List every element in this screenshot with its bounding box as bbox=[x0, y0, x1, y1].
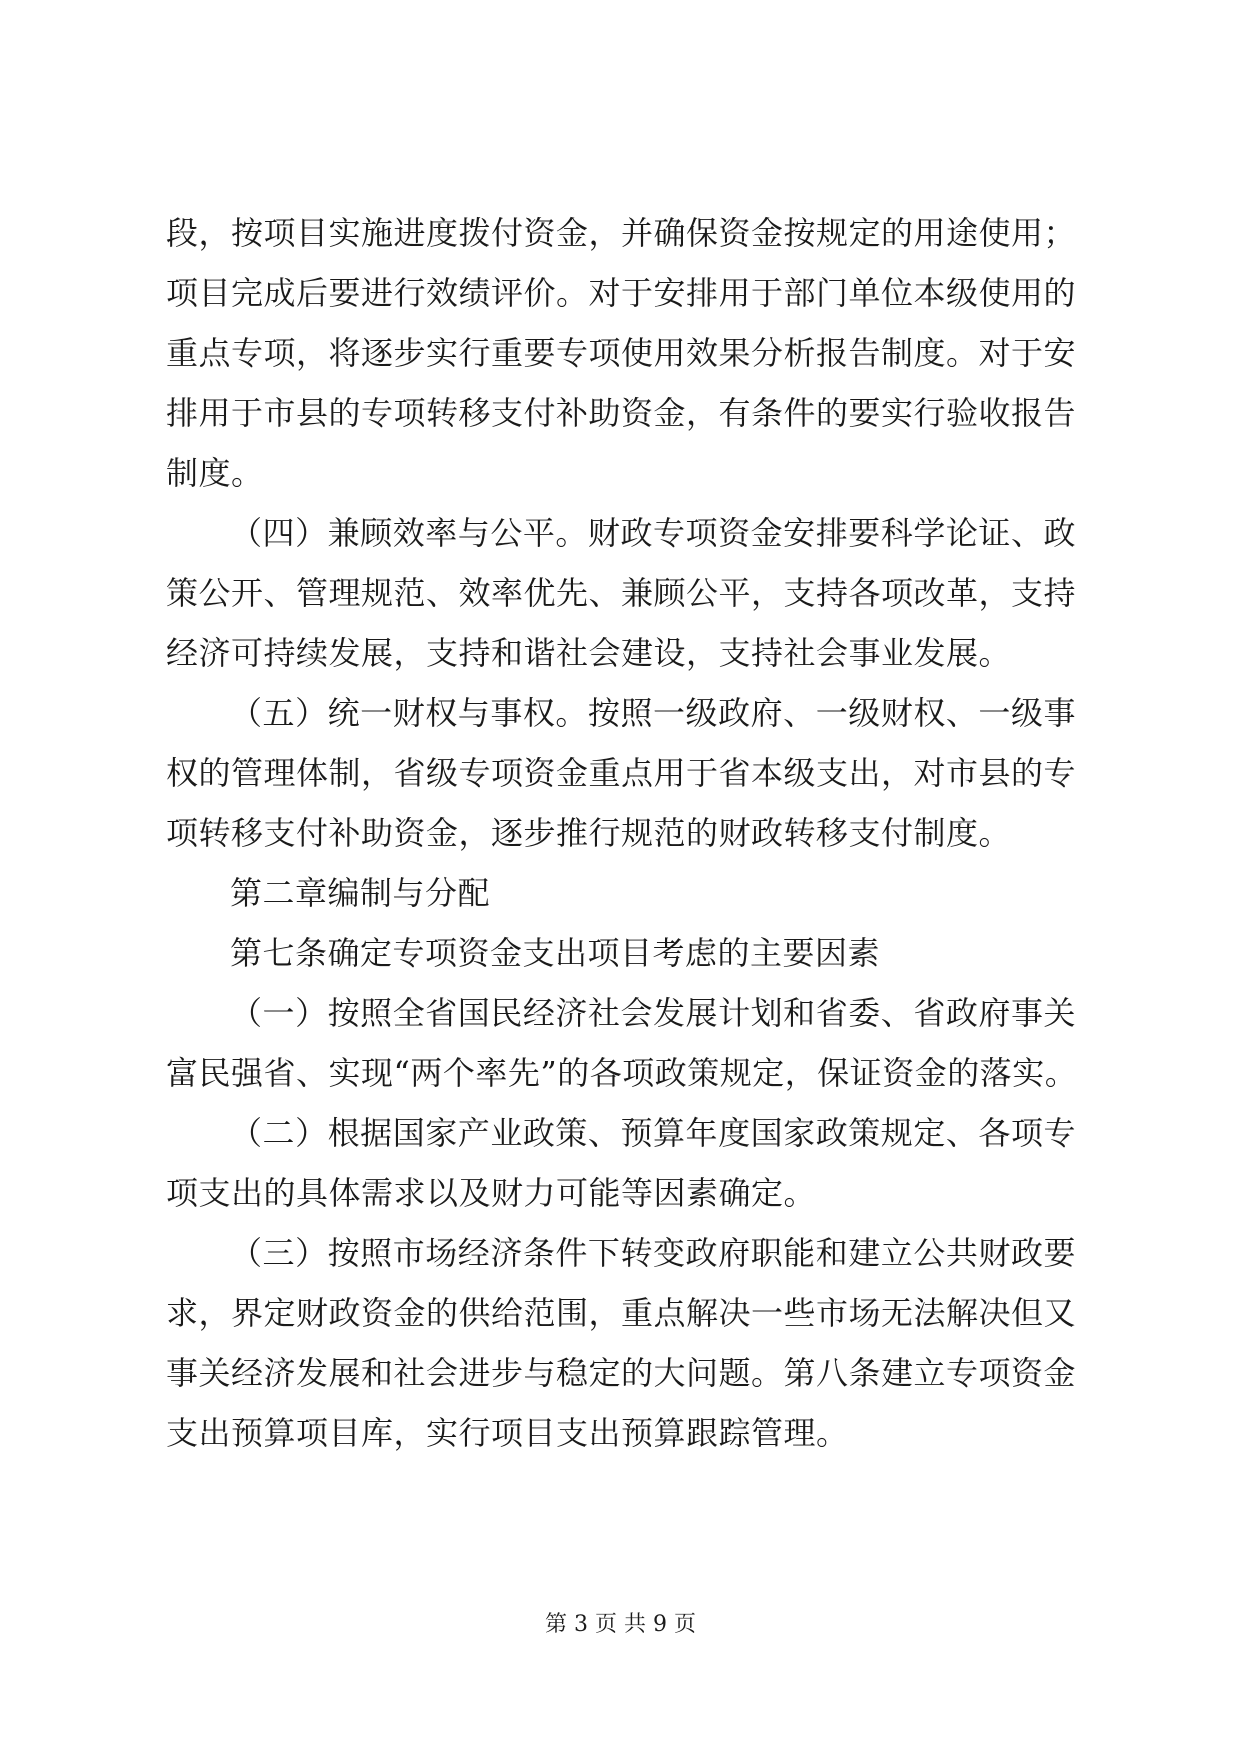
text-line: 经济可持续发展，支持和谐社会建设，支持社会事业发展。 bbox=[166, 634, 1012, 672]
text-line: 事关经济发展和社会进步与稳定的大问题。第八条建立专项资金 bbox=[166, 1354, 1077, 1392]
text-line: 制度。 bbox=[166, 454, 264, 492]
text-line: 求，界定财政资金的供给范围，重点解决一些市场无法解决但又 bbox=[166, 1294, 1077, 1332]
text-line: （五）统一财权与事权。按照一级政府、一级财权、一级事 bbox=[230, 694, 1076, 732]
text-line: （三）按照市场经济条件下转变政府职能和建立公共财政要 bbox=[230, 1234, 1076, 1272]
text-line: 支出预算项目库，实行项目支出预算跟踪管理。 bbox=[166, 1414, 849, 1452]
text-line: 项支出的具体需求以及财力可能等因素确定。 bbox=[166, 1174, 817, 1212]
text-line: 排用于市县的专项转移支付补助资金，有条件的要实行验收报告 bbox=[166, 394, 1077, 432]
text-line: 富民强省、实现“两个率先”的各项政策规定，保证资金的落实。 bbox=[166, 1054, 1078, 1092]
text-line: 策公开、管理规范、效率优先、兼顾公平，支持各项改革，支持 bbox=[166, 574, 1077, 612]
text-line: （一）按照全省国民经济社会发展计划和省委、省政府事关 bbox=[230, 994, 1076, 1032]
article-heading: 第七条确定专项资金支出项目考虑的主要因素 bbox=[230, 934, 881, 972]
text-line: 重点专项，将逐步实行重要专项使用效果分析报告制度。对于安 bbox=[166, 334, 1077, 372]
page-number: 第 3 页 共 9 页 bbox=[545, 1612, 696, 1637]
text-line: 权的管理体制，省级专项资金重点用于省本级支出，对市县的专 bbox=[166, 754, 1077, 792]
text-line: 段，按项目实施进度拨付资金，并确保资金按规定的用途使用； bbox=[166, 214, 1077, 252]
text-line: 项目完成后要进行效绩评价。对于安排用于部门单位本级使用的 bbox=[166, 274, 1077, 312]
text-line: （四）兼顾效率与公平。财政专项资金安排要科学论证、政 bbox=[230, 514, 1076, 552]
text-line: （二）根据国家产业政策、预算年度国家政策规定、各项专 bbox=[230, 1114, 1076, 1152]
chapter-heading: 第二章编制与分配 bbox=[230, 874, 491, 912]
text-line: 项转移支付补助资金，逐步推行规范的财政转移支付制度。 bbox=[166, 814, 1012, 852]
